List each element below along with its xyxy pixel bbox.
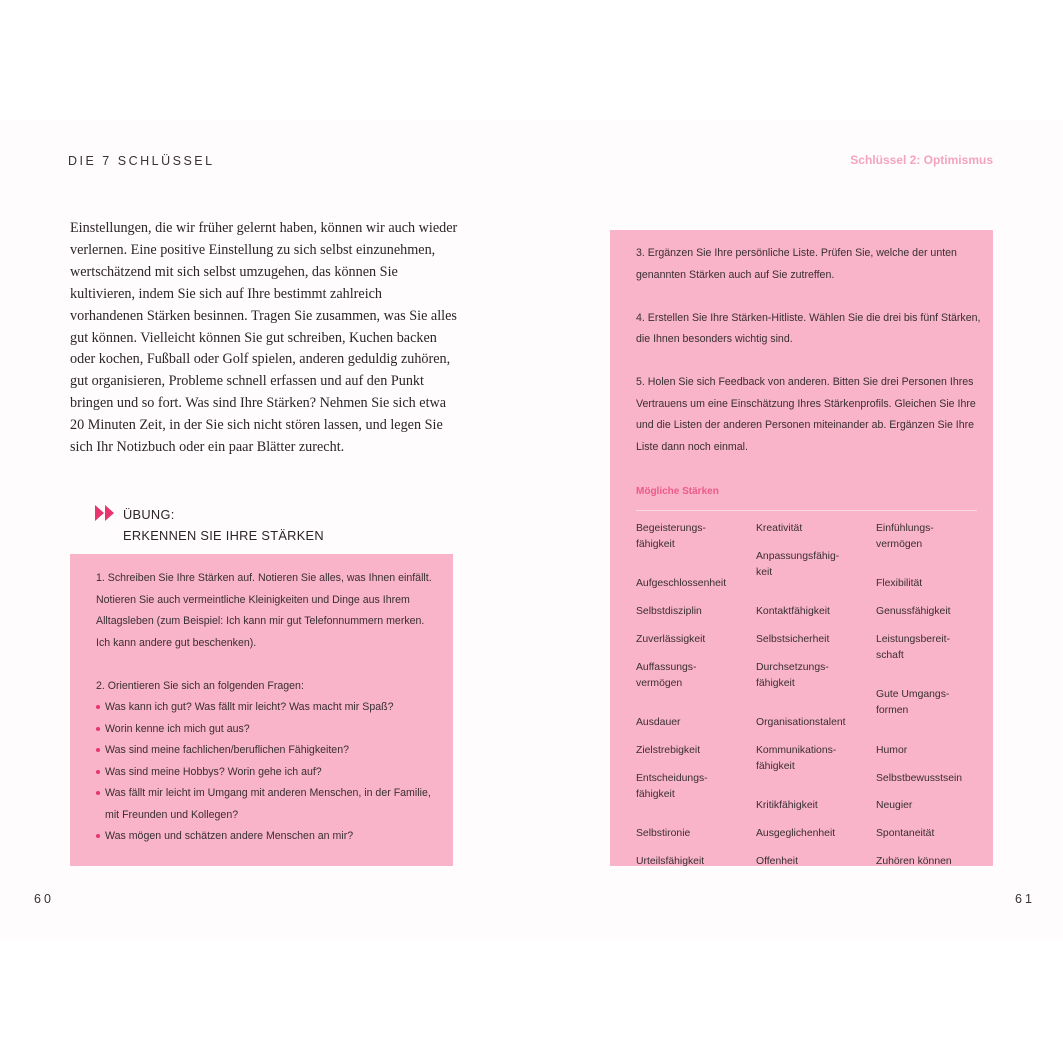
strength-item: Kritikfähigkeit	[756, 800, 818, 812]
strengths-column	[876, 521, 986, 882]
strength-item: Selbstdisziplin	[636, 606, 702, 618]
step-4: 4. Erstellen Sie Ihre Stärken-Hitliste. Wählen Sie die drei bis fünf Stärken, die Ihnen besonders wichtig sind.	[636, 311, 981, 345]
strength-item: Kommunikations- fähigkeit	[756, 745, 837, 773]
strength-item: Selbstironie	[636, 828, 691, 840]
question-item: Was kann ich gut? Was fällt mir leicht? Was macht mir Spaß?	[96, 697, 441, 719]
strength-item: Organisationstalent	[756, 717, 846, 729]
strength-item: Zuverlässigkeit	[636, 634, 706, 646]
strength-item: Zielstrebigkeit	[636, 745, 701, 757]
step-1: 1. Schreiben Sie Ihre Stärken auf. Notieren Sie alles, was Ihnen einfällt. Notieren Sie auch vermeintliche Kleinigkeiten und Dinge aus Ihrem Alltagsleben (zum Beispiel: Ich kann mir gut Telefonnummern merken. Ich kann andere gut beschenken).	[96, 572, 432, 649]
strength-item: Entscheidungs- fähigkeit	[636, 773, 708, 801]
body-paragraph	[70, 218, 458, 459]
strength-item: Selbstbewusstsein	[876, 772, 963, 784]
strength-item: Offenheit	[756, 856, 798, 868]
running-header-left: DIE 7 SCHLÜSSEL	[68, 154, 215, 168]
strength-item: Einfühlungs- vermögen	[876, 523, 934, 550]
strength-item: Ausdauer	[636, 717, 681, 729]
running-header-right: Schlüssel 2: Optimismus	[850, 153, 993, 167]
body-text: Einstellungen, die wir früher gelernt haben, können wir auch wieder verlernen. Eine positive Einstellung zu sich selbst einzunehmen, wertschätzend mit sich selbst umzugehen, das können Sie kultivieren, indem Sie sich auf Ihre bestimmt zahlreich vorhandenen Stärken besinnen. Tragen Sie zusammen, was Sie alles gut können. Vielleicht können Sie gut schreiben, Kuchen backen oder kochen, Fußball oder Golf spielen, anderen geduldig zuhören, gut organisieren, Probleme schnell erfassen und auf den Punkt bringen und so fort. Was sind Ihre Stärken? Nehmen Sie sich etwa 20 Minuten Zeit, in der Sie sich nicht stören lassen, und legen Sie sich Ihr Notizbuch oder ein paar Blätter zurecht.	[70, 220, 458, 456]
page-number-left: 60	[34, 892, 54, 906]
strength-item: Neugier	[876, 800, 913, 812]
strength-item: Auffassungs- vermögen	[636, 661, 697, 689]
strengths-grid	[636, 521, 986, 882]
exercise-box-right	[610, 230, 993, 866]
exercise-label: ÜBUNG:	[123, 507, 175, 522]
strength-item: Begeisterungs- fähigkeit	[636, 523, 706, 550]
question-list	[96, 697, 441, 848]
strength-item: Flexibilität	[876, 578, 923, 590]
strength-item: Spontaneität	[876, 828, 935, 840]
strength-item: Leistungsbereit- schaft	[876, 634, 950, 662]
question-item: Was sind meine fachlichen/beruflichen Fähigkeiten?	[96, 740, 441, 762]
strength-item: Anpassungsfähig- keit	[756, 550, 840, 578]
question-item: Was fällt mir leicht im Umgang mit anderen Menschen, in der Familie, mit Freunden und Kollegen?	[96, 783, 441, 826]
exercise-box-left-text	[96, 568, 441, 848]
strengths-column	[756, 521, 876, 882]
strength-item: Gute Umgangs- formen	[876, 689, 950, 717]
strength-item: Genussfähigkeit	[876, 606, 951, 618]
page-number-right: 61	[1015, 892, 1035, 906]
exercise-heading	[95, 504, 324, 546]
strengths-title: Mögliche Stärken	[636, 486, 719, 497]
step-5: 5. Holen Sie sich Feedback von anderen. Bitten Sie drei Personen Ihres Vertrauens um eine Einschätzung Ihres Stärkenprofils. Gleichen Sie Ihre und die Listen der anderen Personen miteinander ab. Ergänzen Sie Ihre Liste dann noch einmal.	[636, 376, 976, 453]
exercise-title-block	[123, 504, 324, 546]
strength-item: Kontaktfähigkeit	[756, 606, 830, 618]
exercise-box-right-text	[636, 243, 981, 480]
strengths-column	[636, 521, 756, 882]
question-item: Was sind meine Hobbys? Worin gehe ich auf?	[96, 762, 441, 784]
strength-item: Kreativität	[756, 523, 803, 534]
strength-item: Zuhören können	[876, 856, 952, 868]
strength-item: Urteilsfähigkeit	[636, 856, 705, 868]
step-3: 3. Ergänzen Sie Ihre persönliche Liste. Prüfen Sie, welche der unten genannten Stärken auch auf Sie zutreffen.	[636, 247, 957, 281]
double-chevron-icon	[95, 505, 115, 546]
strength-item: Ausgeglichenheit	[756, 828, 836, 840]
strength-item: Aufgeschlossenheit	[636, 578, 727, 590]
strength-item: Humor	[876, 744, 908, 756]
strength-item: Selbstsicherheit	[756, 634, 830, 646]
strength-item: Durchsetzungs- fähigkeit	[756, 661, 829, 689]
question-item: Worin kenne ich mich gut aus?	[96, 719, 441, 741]
question-item: Was mögen und schätzen andere Menschen an mir?	[96, 826, 441, 848]
exercise-title: ERKENNEN SIE IHRE STÄRKEN	[123, 528, 324, 543]
exercise-box-left	[70, 554, 453, 866]
step-2: 2. Orientieren Sie sich an folgenden Fragen:	[96, 679, 304, 692]
divider	[636, 510, 977, 511]
